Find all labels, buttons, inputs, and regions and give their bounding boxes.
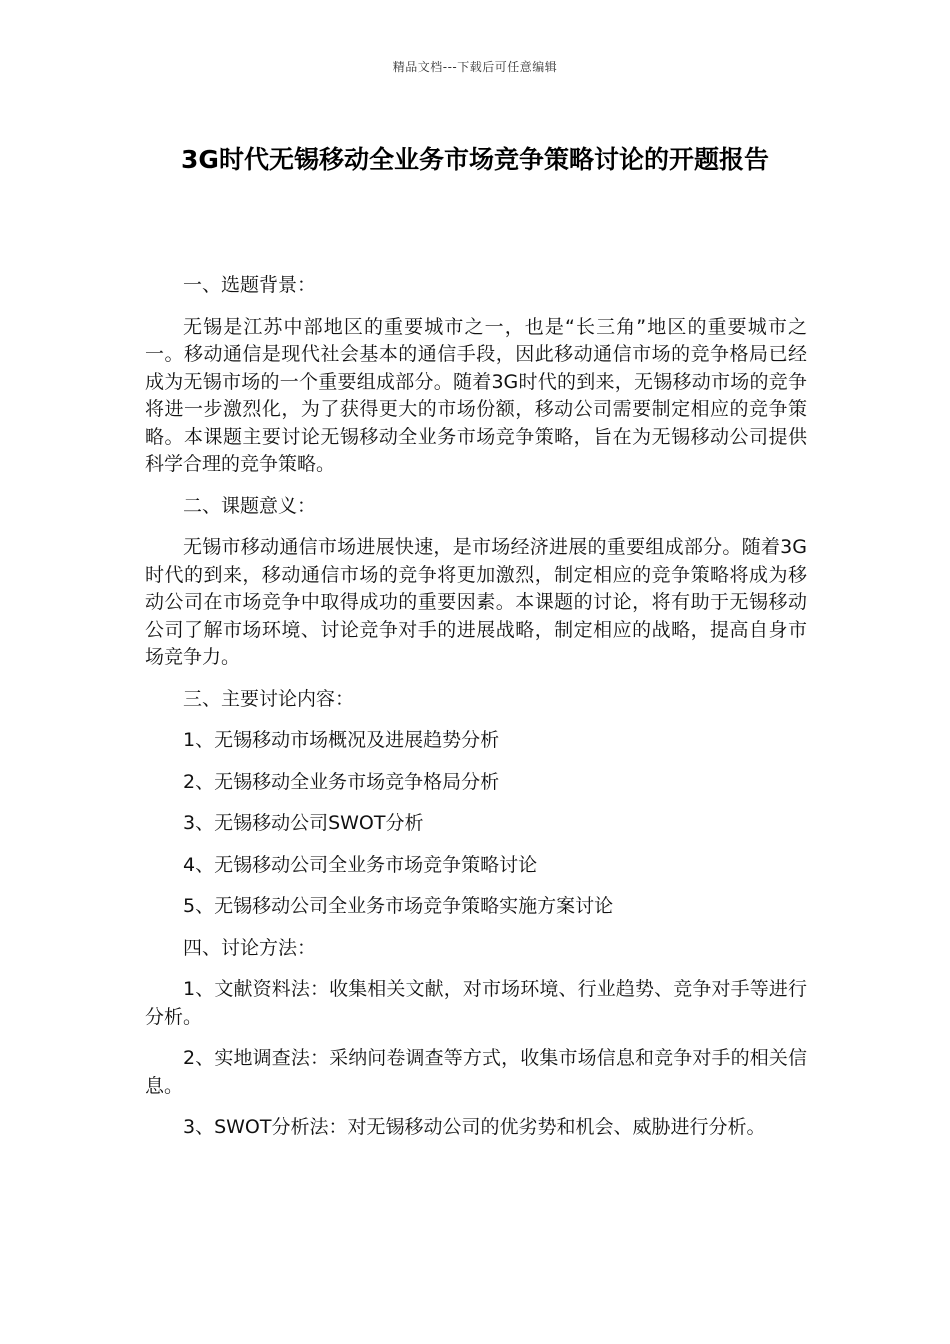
paragraph-significance: 无锡市移动通信市场进展快速，是市场经济进展的重要组成部分。随着3G时代的到来，移动通信市场的竞争将更加激烈，制定相应的竞争策略将成为移动公司在市场竞争中取得成功的重要因素。本课题的讨论，将有助于无锡移动公司了解市场环境、讨论竞争对手的进展战略，制定相应的战略，提高自身市场竞争力。 [145, 536, 807, 668]
document-body [145, 272, 807, 1156]
method-item: 2、实地调查法：采纳问卷调查等方式，收集市场信息和竞争对手的相关信息。 [145, 1047, 807, 1097]
paragraph-background: 无锡是江苏中部地区的重要城市之一，也是“长三角”地区的重要城市之一。移动通信是现代社会基本的通信手段，因此移动通信市场的竞争格局已经成为无锡市场的一个重要组成部分。随着3G时代的到来，无锡移动市场的竞争将进一步激烈化，为了获得更大的市场份额，移动公司需要制定相应的竞争策略。本课题主要讨论无锡移动全业务市场竞争策略，旨在为无锡移动公司提供科学合理的竞争策略。 [145, 315, 807, 475]
method-item: 3、SWOT分析法：对无锡移动公司的优劣势和机会、威胁进行分析。 [183, 1116, 766, 1138]
content-list-item: 3、无锡移动公司SWOT分析 [183, 812, 424, 834]
method-item: 1、文献资料法：收集相关文献，对市场环境、行业趋势、竞争对手等进行分析。 [145, 978, 807, 1028]
section-heading-methods: 四、讨论方法： [183, 936, 317, 959]
content-list-item: 1、无锡移动市场概况及进展趋势分析 [183, 729, 500, 751]
page-header: 精品文档---下载后可任意编辑 [392, 60, 558, 74]
document-title: 3G时代无锡移动全业务市场竞争策略讨论的开题报告 [181, 145, 769, 174]
section-heading-significance: 二、课题意义： [183, 494, 317, 517]
content-list-item: 4、无锡移动公司全业务市场竞争策略讨论 [183, 853, 538, 876]
section-heading-background: 一、选题背景： [183, 274, 317, 296]
content-list-item: 5、无锡移动公司全业务市场竞争策略实施方案讨论 [183, 895, 614, 917]
content-list-item: 2、无锡移动全业务市场竞争格局分析 [183, 770, 500, 793]
section-heading-content: 三、主要讨论内容： [183, 687, 355, 710]
